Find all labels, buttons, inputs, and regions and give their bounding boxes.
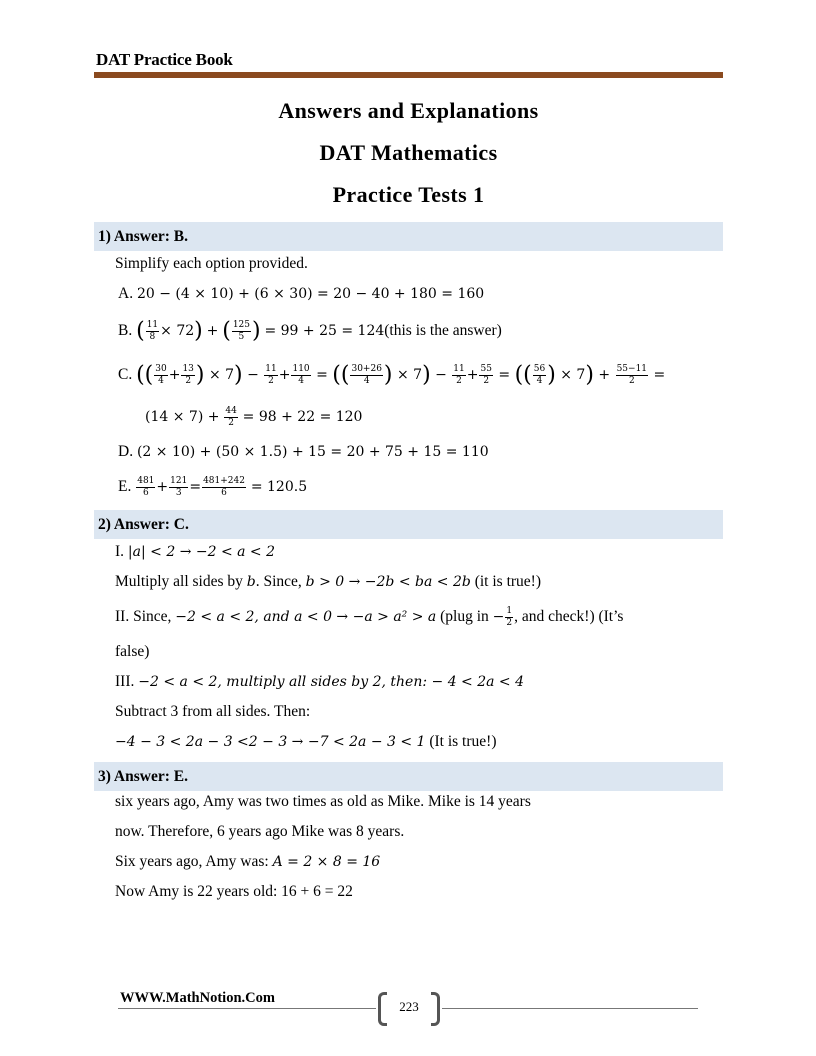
title-test: Practice Tests 1 bbox=[332, 182, 485, 207]
q2-line-2: Multiply all sides by b. Since, b > 0 → −2b < ba < 2b (it is true!) bbox=[115, 573, 541, 590]
fraction: $\frac{125}{5}$ bbox=[232, 320, 250, 342]
option-e-label: E. bbox=[118, 478, 132, 496]
option-d-expr: (2 × 10) + (50 × 1.5) + 15 = 20 + 75 + 15 = 110 bbox=[136, 444, 489, 460]
page-titles bbox=[94, 94, 723, 220]
title-subject: DAT Mathematics bbox=[319, 140, 498, 165]
option-b-label: B. bbox=[118, 322, 133, 340]
option-d-label: D. bbox=[118, 443, 134, 460]
q1-option-c: C. (( $\frac{30}{4}$ + $\frac{13}{2}$ ) × 7) − $\frac{11}{2}$ + $\frac{110}{4}$ = (( $\frac{30+26}{4}$ ) × 7) − $\frac{11}{2}$ + $\frac{55}{2}$ = (( $\frac{56}{4}$ ) × 7) + $\frac{55-11}{2}$ = bbox=[118, 362, 666, 388]
q2-line-1: I. |a| < 2 → −2 < a < 2 bbox=[115, 543, 276, 560]
fraction: $\frac{11}{8}$ bbox=[146, 320, 159, 342]
q2-line-5: III. −2 < a < 2, multiply all sides by 2, then: − 4 < 2a < 4 bbox=[115, 673, 525, 690]
q1-option-a bbox=[118, 284, 484, 304]
title-answers: Answers and Explanations bbox=[278, 98, 539, 123]
option-b-note: (this is the answer) bbox=[384, 322, 502, 340]
answer-3-heading: 3) Answer: E. bbox=[94, 762, 723, 791]
q2-line-4: false) bbox=[115, 643, 150, 660]
footer-rule-right bbox=[442, 1008, 698, 1009]
answer-2-heading: 2) Answer: C. bbox=[94, 510, 723, 539]
answer-1-heading: 1) Answer: B. bbox=[94, 222, 723, 251]
page-number: 223 bbox=[399, 999, 419, 1014]
q3-line-1: six years ago, Amy was two times as old as Mike. Mike is 14 years bbox=[115, 793, 531, 810]
footer-website: WWW.MathNotion.Com bbox=[120, 990, 275, 1006]
book-title: DAT Practice Book bbox=[96, 50, 233, 69]
option-a-expr: 20 − (4 × 10) + (6 × 30) = 20 − 40 + 180 = 160 bbox=[136, 286, 485, 302]
page-number-box bbox=[378, 992, 440, 1022]
q1-option-e: E. $\frac{481}{6}$ + $\frac{121}{3}$ = $\frac{481+242}{6}$ = 120.5 bbox=[118, 476, 308, 498]
footer-rule-left bbox=[118, 1008, 376, 1009]
q3-line-2: now. Therefore, 6 years ago Mike was 8 years. bbox=[115, 823, 405, 840]
fraction: $\frac{1}{2}$ bbox=[506, 606, 513, 628]
q1-option-b: B. ( $\frac{11}{8}$ × 72) + ( $\frac{125}{5}$ ) = 99 + 25 = 124(this is the answer) bbox=[118, 318, 502, 344]
q1-option-c-line2: (14 × 7) + $\frac{44}{2}$ = 98 + 22 = 120 bbox=[145, 406, 363, 428]
q2-line-6: Subtract 3 from all sides. Then: bbox=[115, 703, 311, 720]
q3-line-3: Six years ago, Amy was: A = 2 × 8 = 16 bbox=[115, 853, 381, 870]
q2-line-3: II. Since, −2 < a < 2, and a < 0 → −a > a² > a (plug in − $\frac{1}{2}$ , and check!) (It’s bbox=[115, 606, 624, 628]
q2-line-7: −4 − 3 < 2a − 3 <2 − 3 → −7 < 2a − 3 < 1 (It is true!) bbox=[115, 733, 497, 750]
option-c-label: C. bbox=[118, 366, 133, 384]
fraction: $\frac{44}{2}$ bbox=[225, 406, 237, 428]
right-brace bbox=[431, 992, 440, 1026]
header-rule bbox=[94, 72, 723, 78]
q1-option-d bbox=[118, 442, 489, 462]
q3-line-4: Now Amy is 22 years old: 16 + 6 = 22 bbox=[115, 883, 353, 900]
option-a-label: A. bbox=[118, 285, 134, 302]
q1-intro: Simplify each option provided. bbox=[115, 255, 308, 272]
